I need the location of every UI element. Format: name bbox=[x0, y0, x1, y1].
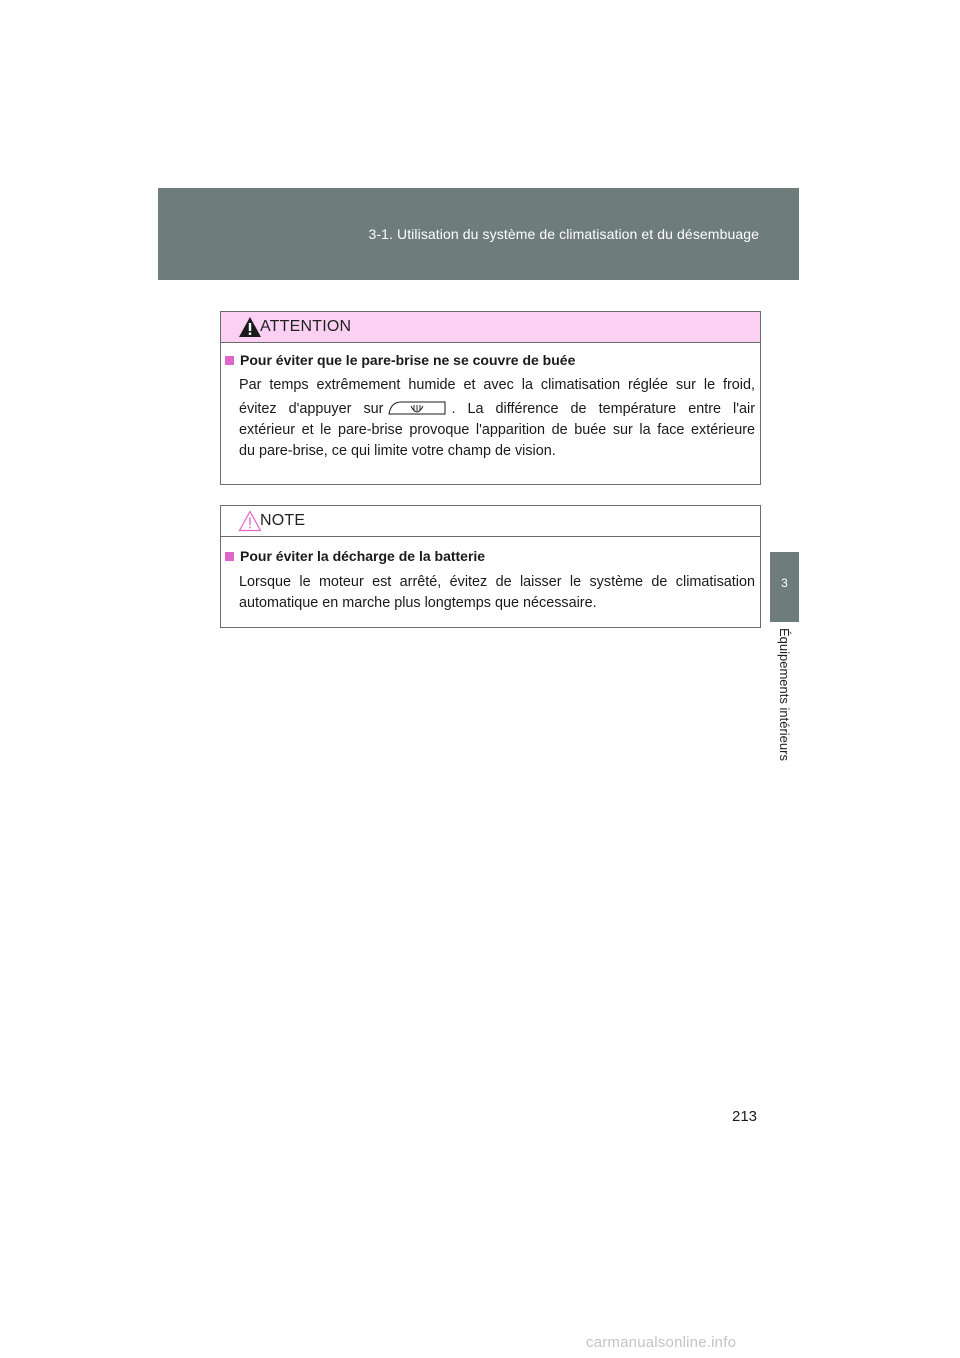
watermark: carmanualsonline.info bbox=[586, 1334, 737, 1351]
attention-paragraph bbox=[239, 375, 755, 462]
windshield-defog-icon bbox=[387, 400, 447, 416]
attention-header bbox=[221, 312, 760, 343]
attention-section-title: Pour éviter que le pare-brise ne se couvre de buée bbox=[225, 352, 575, 368]
caution-icon bbox=[238, 510, 262, 532]
attention-line-3: extérieur et le pare-brise provoque l'apparition de buée sur la face extérieure bbox=[239, 422, 755, 438]
attention-box bbox=[220, 311, 761, 485]
note-section-title: Pour éviter la décharge de la batterie bbox=[225, 548, 485, 564]
note-paragraph bbox=[239, 572, 755, 614]
attention-line-1: Par temps extrêmement humide et avec la climatisation réglée sur le froid, bbox=[239, 377, 755, 393]
attention-line-4: du pare-brise, ce qui limite votre champ de vision. bbox=[239, 443, 556, 459]
chapter-tab bbox=[770, 552, 799, 622]
page-number: 213 bbox=[732, 1108, 758, 1125]
chapter-label: Équipements intérieurs bbox=[777, 628, 792, 761]
note-box bbox=[220, 505, 761, 628]
chapter-title: 3-1. Utilisation du système de climatisation et du désembuage bbox=[368, 226, 759, 242]
note-label: NOTE bbox=[260, 512, 306, 529]
chapter-header bbox=[158, 188, 799, 280]
note-line-1: Lorsque le moteur est arrêté, évitez de laisser le système de climatisation bbox=[239, 574, 755, 590]
attention-line-2: évitez d'appuyer sur . La différence de température entre l'air bbox=[239, 401, 755, 417]
note-header bbox=[221, 506, 760, 537]
attention-label: ATTENTION bbox=[260, 318, 352, 335]
note-line-2: automatique en marche plus longtemps que nécessaire. bbox=[239, 595, 597, 611]
warning-icon bbox=[238, 316, 262, 338]
bullet-icon bbox=[225, 552, 234, 561]
chapter-number: 3 bbox=[781, 576, 788, 590]
bullet-icon bbox=[225, 356, 234, 365]
